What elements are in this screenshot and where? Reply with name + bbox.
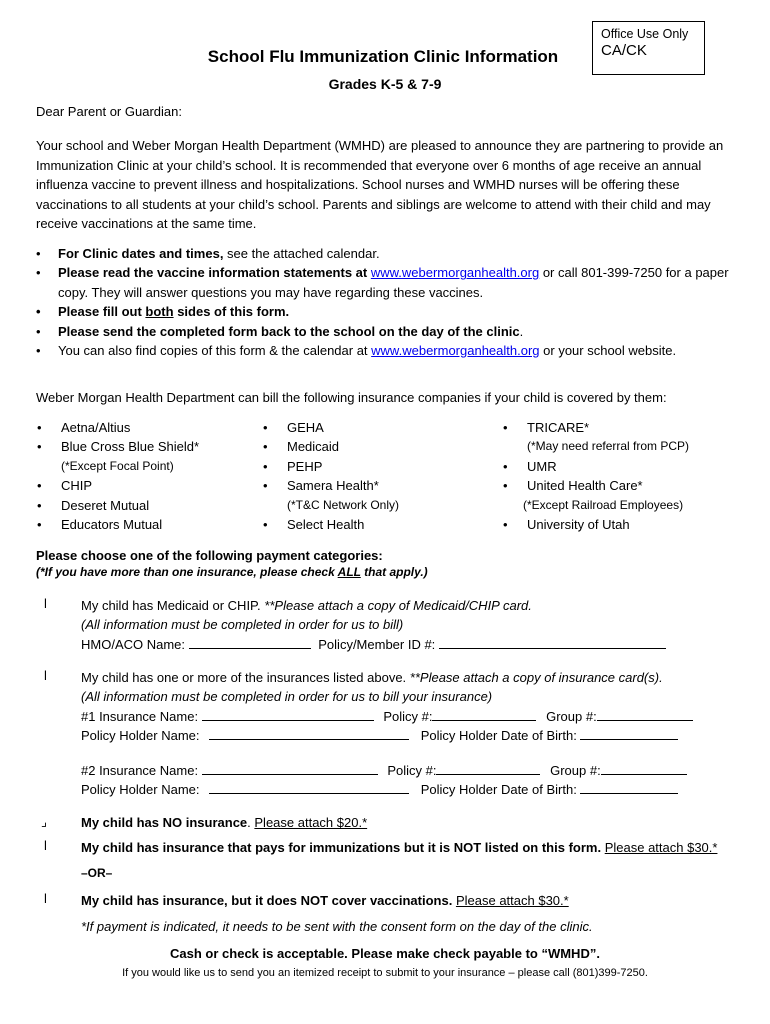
insurance-note: (*May need referral from PCP) — [527, 439, 690, 454]
medicaid-checkbox[interactable]: l — [44, 596, 47, 611]
listed-insurance-checkbox[interactable]: l — [44, 668, 47, 683]
page-subtitle: Grades K-5 & 7-9 — [328, 76, 442, 92]
insurance-column-1 — [37, 418, 199, 534]
list-item: • You can also find copies of this form & the calendar at www.webermorganhealth.org or your school website. — [36, 341, 756, 360]
office-use-label: Office Use Only — [601, 27, 689, 41]
payment-heading: Please choose one of the following payment categories: — [36, 548, 383, 563]
receipt-note: If you would like us to send you an itemized receipt to submit to your insurance – please call (801)399-7250. — [122, 967, 648, 979]
unlisted-insurance-checkbox[interactable]: l — [44, 838, 47, 853]
option-unlisted-insurance: My child has insurance that pays for immunizations but it is NOT listed on this form. Please attach $30.* — [81, 840, 718, 855]
insurance-2-group-field[interactable] — [601, 761, 687, 775]
insurance-2-policy-field[interactable] — [436, 761, 540, 775]
insurance-item: • Aetna/Altius — [37, 418, 199, 437]
insurance-item: • TRICARE* — [503, 418, 689, 437]
payment-subheading: (*If you have more than one insurance, please check ALL that apply.) — [36, 565, 428, 579]
insurance-item: • Blue Cross Blue Shield* — [37, 437, 199, 456]
list-item: • For Clinic dates and times, see the attached calendar. — [36, 244, 756, 263]
insurance-item: • UMR — [503, 457, 689, 476]
office-use-code: CA/CK — [601, 42, 647, 59]
insurance-note: (*Except Focal Point) — [61, 458, 174, 473]
insurance-2-name-field[interactable] — [202, 761, 378, 775]
page-title: School Flu Immunization Clinic Information — [207, 47, 559, 66]
list-item: • Please read the vaccine information statements at www.webermorganhealth.org or call 801-399-7250 for a paper copy. They will answer questions you may have regarding these vaccines. — [36, 263, 756, 302]
insurance-column-2 — [263, 418, 399, 534]
info-bullet-list — [36, 244, 756, 360]
insurance-item: • CHIP — [37, 476, 199, 495]
policy-member-id-field[interactable] — [439, 635, 666, 649]
insurance-2-dob-field[interactable] — [580, 780, 678, 794]
insurance-item: • PEHP — [263, 457, 399, 476]
payment-note: *If payment is indicated, it needs to be sent with the consent form on the day of the clinic. — [81, 919, 593, 934]
insurance-item: • University of Utah — [503, 515, 689, 534]
health-website-link[interactable]: www.webermorganhealth.org — [371, 343, 540, 359]
option-no-vaccine-coverage: My child has insurance, but it does NOT cover vaccinations. Please attach $30.* — [81, 893, 569, 908]
greeting: Dear Parent or Guardian: — [36, 104, 182, 119]
insurance-item: • Medicaid — [263, 437, 399, 456]
insurance-item: • United Health Care* — [503, 476, 689, 495]
list-item: • Please fill out both sides of this form. — [36, 302, 756, 321]
option-listed-insurance: My child has one or more of the insurances listed above. **Please attach a copy of insurance card(s). (All information must be completed in order for us to bill your insurance) #1 Insurance Name: Policy #: Group #: Policy Holder Name: Policy Holder Date of Birth: #2 Insurance Name: Policy #: Group #: Policy Holder Name: Policy Holder Date of Birth: — [81, 668, 761, 799]
insurance-2-holder-field[interactable] — [209, 780, 409, 794]
insurance-item: • Samera Health* — [263, 476, 399, 495]
insurance-intro: Weber Morgan Health Department can bill the following insurance companies if your child is covered by them: — [36, 390, 667, 405]
insurance-note: (*T&C Network Only) — [287, 497, 400, 512]
insurance-note: (*Except Railroad Employees) — [523, 497, 684, 512]
health-website-link[interactable]: www.webermorganhealth.org — [370, 265, 540, 281]
intro-paragraph: Your school and Weber Morgan Health Department (WMHD) are pleased to announce they are partnering to provide an Immunization Clinic at your child’s school. It is recommended that everyone over 6 months of age receive an annual influenza vaccine to prevent illness and hospitalizations. School nurses and WMHD nurses will be offering these vaccinations to all students at your child’s school. Parents and siblings are welcome to attend with their child and may receive vaccinations at the same time. — [36, 138, 724, 232]
hmo-name-field[interactable] — [189, 635, 311, 649]
cash-check-note: Cash or check is acceptable. Please make check payable to “WMHD”. — [170, 946, 600, 961]
insurance-1-policy-field[interactable] — [432, 707, 536, 721]
insurance-1-dob-field[interactable] — [580, 726, 678, 740]
or-separator: –OR– — [81, 866, 113, 880]
list-item: • Please send the completed form back to the school on the day of the clinic. — [36, 322, 756, 341]
insurance-column-3 — [503, 418, 689, 534]
insurance-item: • Select Health — [263, 515, 399, 534]
insurance-1-name-field[interactable] — [202, 707, 374, 721]
insurance-item: • GEHA — [263, 418, 399, 437]
insurance-1-group-field[interactable] — [597, 707, 693, 721]
option-medicaid: My child has Medicaid or CHIP. **Please attach a copy of Medicaid/CHIP card. (All information must be completed in order for us to bill) HMO/ACO Name: Policy/Member ID #: — [81, 596, 761, 654]
option-no-insurance: My child has NO insurance. Please attach $20.* — [81, 815, 368, 830]
no-vaccine-coverage-checkbox[interactable]: l — [44, 891, 47, 906]
no-insurance-checkbox[interactable]: ⌟ — [41, 814, 48, 829]
insurance-item: • Educators Mutual — [37, 515, 199, 534]
insurance-item: • Deseret Mutual — [37, 496, 199, 515]
insurance-1-holder-field[interactable] — [209, 726, 409, 740]
